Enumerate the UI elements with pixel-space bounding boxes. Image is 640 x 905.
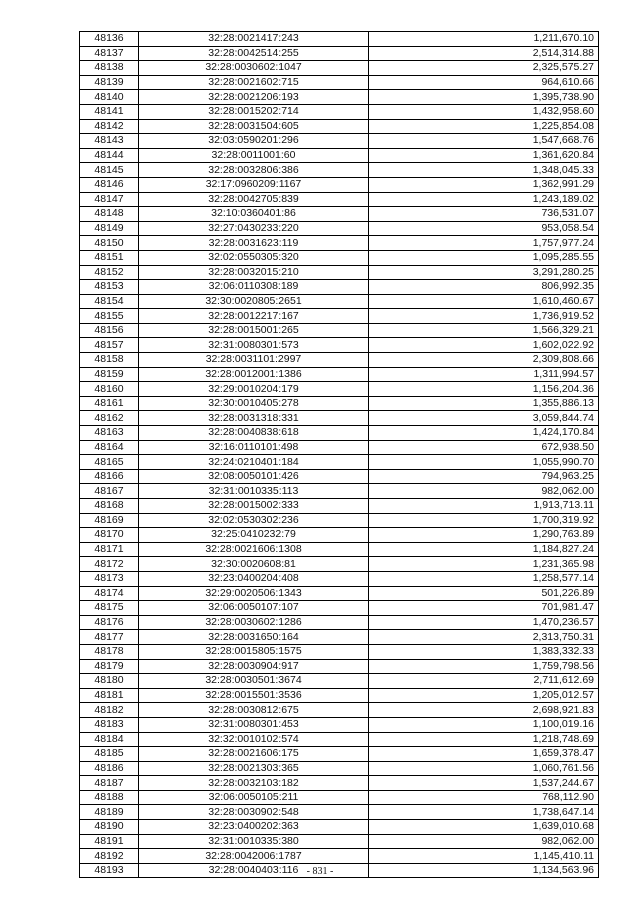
value-cell: 2,698,921.83: [369, 703, 599, 718]
cadastral-number-cell: 32:28:0030902:548: [139, 805, 369, 820]
row-number-cell: 48184: [80, 732, 139, 747]
value-cell: 1,362,991.29: [369, 177, 599, 192]
value-cell: 1,311,994.57: [369, 367, 599, 382]
cadastral-number-cell: 32:28:0030602:1047: [139, 61, 369, 76]
table-row: [80, 761, 599, 776]
value-cell: 1,361,620.84: [369, 148, 599, 163]
value-cell: 3,291,280.25: [369, 265, 599, 280]
table-row: [80, 499, 599, 514]
value-cell: 1,218,748.69: [369, 732, 599, 747]
row-number-cell: 48171: [80, 542, 139, 557]
cadastral-number-cell: 32:17:0960209:1167: [139, 177, 369, 192]
cadastral-number-cell: 32:28:0031650:164: [139, 630, 369, 645]
table-row: [80, 834, 599, 849]
row-number-cell: 48162: [80, 411, 139, 426]
value-cell: 1,757,977.24: [369, 236, 599, 251]
table-row: [80, 615, 599, 630]
cadastral-number-cell: 32:28:0021303:365: [139, 761, 369, 776]
row-number-cell: 48137: [80, 46, 139, 61]
table-row: [80, 440, 599, 455]
row-number-cell: 48167: [80, 484, 139, 499]
value-cell: 953,058.54: [369, 221, 599, 236]
table-row: [80, 557, 599, 572]
row-number-cell: 48146: [80, 177, 139, 192]
cadastral-number-cell: 32:28:0015805:1575: [139, 644, 369, 659]
row-number-cell: 48182: [80, 703, 139, 718]
value-cell: 1,100,019.16: [369, 717, 599, 732]
cadastral-number-cell: 32:28:0031504:605: [139, 119, 369, 134]
table-row: [80, 601, 599, 616]
value-cell: 1,700,319.92: [369, 513, 599, 528]
value-cell: 1,424,170.84: [369, 426, 599, 441]
row-number-cell: 48168: [80, 499, 139, 514]
table-row: [80, 207, 599, 222]
table-row: [80, 46, 599, 61]
row-number-cell: 48150: [80, 236, 139, 251]
cadastral-number-cell: 32:32:0010102:574: [139, 732, 369, 747]
table-row: [80, 367, 599, 382]
value-cell: 1,738,647.14: [369, 805, 599, 820]
value-cell: 1,566,329.21: [369, 323, 599, 338]
row-number-cell: 48190: [80, 820, 139, 835]
row-number-cell: 48173: [80, 571, 139, 586]
value-cell: 1,355,886.13: [369, 396, 599, 411]
table-row: [80, 221, 599, 236]
table-row: [80, 396, 599, 411]
table-row: [80, 426, 599, 441]
value-cell: 1,395,738.90: [369, 90, 599, 105]
table-row: [80, 177, 599, 192]
table-row: [80, 119, 599, 134]
table-row: [80, 309, 599, 324]
value-cell: 1,602,022.92: [369, 338, 599, 353]
table-row: [80, 688, 599, 703]
table-row: [80, 542, 599, 557]
value-cell: 1,225,854.08: [369, 119, 599, 134]
table-row: [80, 265, 599, 280]
page-number: - 831 -: [306, 866, 334, 877]
table-row: [80, 484, 599, 499]
row-number-cell: 48172: [80, 557, 139, 572]
cadastral-number-cell: 32:06:0050105:211: [139, 790, 369, 805]
row-number-cell: 48148: [80, 207, 139, 222]
table-row: [80, 747, 599, 762]
row-number-cell: 48152: [80, 265, 139, 280]
table-row: [80, 61, 599, 76]
value-cell: 1,432,958.60: [369, 104, 599, 119]
table-row: [80, 250, 599, 265]
row-number-cell: 48192: [80, 849, 139, 864]
value-cell: 794,963.25: [369, 469, 599, 484]
cadastral-number-cell: 32:28:0021606:1308: [139, 542, 369, 557]
cadastral-number-cell: 32:28:0032806:386: [139, 163, 369, 178]
cadastral-number-cell: 32:30:0010405:278: [139, 396, 369, 411]
row-number-cell: 48174: [80, 586, 139, 601]
row-number-cell: 48165: [80, 455, 139, 470]
row-number-cell: 48185: [80, 747, 139, 762]
table-row: [80, 732, 599, 747]
row-number-cell: 48138: [80, 61, 139, 76]
table-row: [80, 411, 599, 426]
table-row: [80, 703, 599, 718]
value-cell: 2,514,314.88: [369, 46, 599, 61]
table-row: [80, 820, 599, 835]
cadastral-number-cell: 32:28:0042514:255: [139, 46, 369, 61]
table-row: [80, 571, 599, 586]
row-number-cell: 48176: [80, 615, 139, 630]
table-row: [80, 630, 599, 645]
table-row: [80, 849, 599, 864]
cadastral-value-table: [79, 31, 599, 878]
cadastral-number-cell: 32:28:0030904:917: [139, 659, 369, 674]
table-row: [80, 192, 599, 207]
table-row: [80, 674, 599, 689]
value-cell: 1,547,668.76: [369, 134, 599, 149]
value-cell: 1,211,670.10: [369, 32, 599, 47]
cadastral-number-cell: 32:30:0020805:2651: [139, 294, 369, 309]
row-number-cell: 48187: [80, 776, 139, 791]
value-cell: 964,610.66: [369, 75, 599, 90]
table-row: [80, 148, 599, 163]
row-number-cell: 48145: [80, 163, 139, 178]
row-number-cell: 48143: [80, 134, 139, 149]
cadastral-number-cell: 32:31:0080301:453: [139, 717, 369, 732]
table-row: [80, 455, 599, 470]
value-cell: 1,537,244.67: [369, 776, 599, 791]
table-row: [80, 134, 599, 149]
cadastral-number-cell: 32:23:0400204:408: [139, 571, 369, 586]
cadastral-number-cell: 32:28:0032015:210: [139, 265, 369, 280]
table-row: [80, 323, 599, 338]
row-number-cell: 48164: [80, 440, 139, 455]
table-row: [80, 513, 599, 528]
table-row: [80, 75, 599, 90]
cadastral-number-cell: 32:31:0010335:113: [139, 484, 369, 499]
value-cell: 982,062.00: [369, 834, 599, 849]
row-number-cell: 48153: [80, 280, 139, 295]
cadastral-number-cell: 32:08:0050101:426: [139, 469, 369, 484]
cadastral-number-cell: 32:28:0021417:243: [139, 32, 369, 47]
value-cell: 701,981.47: [369, 601, 599, 616]
value-cell: 1,913,713.11: [369, 499, 599, 514]
table-body: [80, 32, 599, 878]
cadastral-number-cell: 32:28:0032103:182: [139, 776, 369, 791]
row-number-cell: 48166: [80, 469, 139, 484]
row-number-cell: 48189: [80, 805, 139, 820]
row-number-cell: 48158: [80, 353, 139, 368]
cadastral-number-cell: 32:02:0550305:320: [139, 250, 369, 265]
row-number-cell: 48191: [80, 834, 139, 849]
row-number-cell: 48144: [80, 148, 139, 163]
table-row: [80, 659, 599, 674]
table-row: [80, 644, 599, 659]
cadastral-number-cell: 32:28:0021602:715: [139, 75, 369, 90]
row-number-cell: 48193: [80, 863, 139, 878]
value-cell: 2,309,808.66: [369, 353, 599, 368]
row-number-cell: 48183: [80, 717, 139, 732]
table-row: [80, 776, 599, 791]
table-row: [80, 805, 599, 820]
value-cell: 806,992.35: [369, 280, 599, 295]
cadastral-number-cell: 32:28:0030501:3674: [139, 674, 369, 689]
row-number-cell: 48141: [80, 104, 139, 119]
table-row: [80, 790, 599, 805]
cadastral-number-cell: 32:28:0012001:1386: [139, 367, 369, 382]
table-row: [80, 163, 599, 178]
table-row: [80, 104, 599, 119]
cadastral-number-cell: 32:28:0011001:60: [139, 148, 369, 163]
cadastral-number-cell: 32:28:0021606:175: [139, 747, 369, 762]
table-row: [80, 32, 599, 47]
row-number-cell: 48179: [80, 659, 139, 674]
row-number-cell: 48188: [80, 790, 139, 805]
table-row: [80, 382, 599, 397]
value-cell: 1,205,012.57: [369, 688, 599, 703]
value-cell: 1,610,460.67: [369, 294, 599, 309]
table-row: [80, 717, 599, 732]
value-cell: 1,095,285.55: [369, 250, 599, 265]
row-number-cell: 48160: [80, 382, 139, 397]
row-number-cell: 48186: [80, 761, 139, 776]
cadastral-number-cell: 32:28:0015001:265: [139, 323, 369, 338]
cadastral-number-cell: 32:28:0042705:839: [139, 192, 369, 207]
cadastral-number-cell: 32:31:0010335:380: [139, 834, 369, 849]
row-number-cell: 48139: [80, 75, 139, 90]
row-number-cell: 48175: [80, 601, 139, 616]
cadastral-number-cell: 32:28:0030812:675: [139, 703, 369, 718]
row-number-cell: 48163: [80, 426, 139, 441]
cadastral-number-cell: 32:10:0360401:86: [139, 207, 369, 222]
cadastral-number-cell: 32:03:0590201:296: [139, 134, 369, 149]
value-cell: 1,659,378.47: [369, 747, 599, 762]
value-cell: 1,759,798.56: [369, 659, 599, 674]
cadastral-number-cell: 32:02:0530302:236: [139, 513, 369, 528]
table-row: [80, 469, 599, 484]
cadastral-number-cell: 32:16:0110101:498: [139, 440, 369, 455]
cadastral-number-cell: 32:23:0400202:363: [139, 820, 369, 835]
table-row: [80, 280, 599, 295]
value-cell: 1,060,761.56: [369, 761, 599, 776]
table-row: [80, 586, 599, 601]
cadastral-number-cell: 32:29:0020506:1343: [139, 586, 369, 601]
value-cell: 3,059,844.74: [369, 411, 599, 426]
cadastral-number-cell: 32:25:0410232:79: [139, 528, 369, 543]
value-cell: 1,348,045.33: [369, 163, 599, 178]
table-row: [80, 236, 599, 251]
cadastral-number-cell: 32:28:0015501:3536: [139, 688, 369, 703]
value-cell: 1,383,332.33: [369, 644, 599, 659]
cadastral-number-cell: 32:29:0010204:179: [139, 382, 369, 397]
cadastral-number-cell: 32:28:0030602:1286: [139, 615, 369, 630]
cadastral-number-cell: 32:28:0015002:333: [139, 499, 369, 514]
value-cell: 2,325,575.27: [369, 61, 599, 76]
value-cell: 1,156,204.36: [369, 382, 599, 397]
table-row: [80, 528, 599, 543]
value-cell: 1,290,763.89: [369, 528, 599, 543]
value-cell: 1,639,010.68: [369, 820, 599, 835]
table-row: [80, 353, 599, 368]
value-cell: 672,938.50: [369, 440, 599, 455]
row-number-cell: 48159: [80, 367, 139, 382]
row-number-cell: 48156: [80, 323, 139, 338]
value-cell: 1,736,919.52: [369, 309, 599, 324]
row-number-cell: 48155: [80, 309, 139, 324]
cadastral-number-cell: 32:28:0042006:1787: [139, 849, 369, 864]
value-cell: 982,062.00: [369, 484, 599, 499]
value-cell: 1,055,990.70: [369, 455, 599, 470]
cadastral-number-cell: 32:28:0031623:119: [139, 236, 369, 251]
value-cell: 1,243,189.02: [369, 192, 599, 207]
table-row: [80, 338, 599, 353]
table-row: [80, 90, 599, 105]
cadastral-number-cell: 32:31:0080301:573: [139, 338, 369, 353]
row-number-cell: 48140: [80, 90, 139, 105]
cadastral-number-cell: 32:06:0050107:107: [139, 601, 369, 616]
value-cell: 1,184,827.24: [369, 542, 599, 557]
value-cell: 1,231,365.98: [369, 557, 599, 572]
cadastral-number-cell: 32:28:0012217:167: [139, 309, 369, 324]
cadastral-number-cell: 32:28:0015202:714: [139, 104, 369, 119]
value-cell: 768,112.90: [369, 790, 599, 805]
cadastral-number-cell: 32:28:0040838:618: [139, 426, 369, 441]
value-cell: 2,313,750.31: [369, 630, 599, 645]
value-cell: 1,470,236.57: [369, 615, 599, 630]
value-cell: 1,145,410.11: [369, 849, 599, 864]
row-number-cell: 48169: [80, 513, 139, 528]
value-cell: 501,226.89: [369, 586, 599, 601]
cadastral-number-cell: 32:28:0021206:193: [139, 90, 369, 105]
cadastral-number-cell: 32:24:0210401:184: [139, 455, 369, 470]
row-number-cell: 48136: [80, 32, 139, 47]
cadastral-number-cell: 32:27:0430233:220: [139, 221, 369, 236]
value-cell: 1,258,577.14: [369, 571, 599, 586]
row-number-cell: 48170: [80, 528, 139, 543]
row-number-cell: 48154: [80, 294, 139, 309]
table-row: [80, 294, 599, 309]
cadastral-number-cell: 32:30:0020608:81: [139, 557, 369, 572]
row-number-cell: 48157: [80, 338, 139, 353]
value-cell: 736,531.07: [369, 207, 599, 222]
row-number-cell: 48151: [80, 250, 139, 265]
row-number-cell: 48142: [80, 119, 139, 134]
cadastral-number-cell: 32:28:0040403:116: [139, 863, 369, 878]
row-number-cell: 48149: [80, 221, 139, 236]
row-number-cell: 48180: [80, 674, 139, 689]
row-number-cell: 48161: [80, 396, 139, 411]
value-cell: 1,134,563.96: [369, 863, 599, 878]
value-cell: 2,711,612.69: [369, 674, 599, 689]
row-number-cell: 48181: [80, 688, 139, 703]
row-number-cell: 48177: [80, 630, 139, 645]
cadastral-number-cell: 32:28:0031101:2997: [139, 353, 369, 368]
row-number-cell: 48178: [80, 644, 139, 659]
cadastral-number-cell: 32:28:0031318:331: [139, 411, 369, 426]
cadastral-number-cell: 32:06:0110308:189: [139, 280, 369, 295]
row-number-cell: 48147: [80, 192, 139, 207]
